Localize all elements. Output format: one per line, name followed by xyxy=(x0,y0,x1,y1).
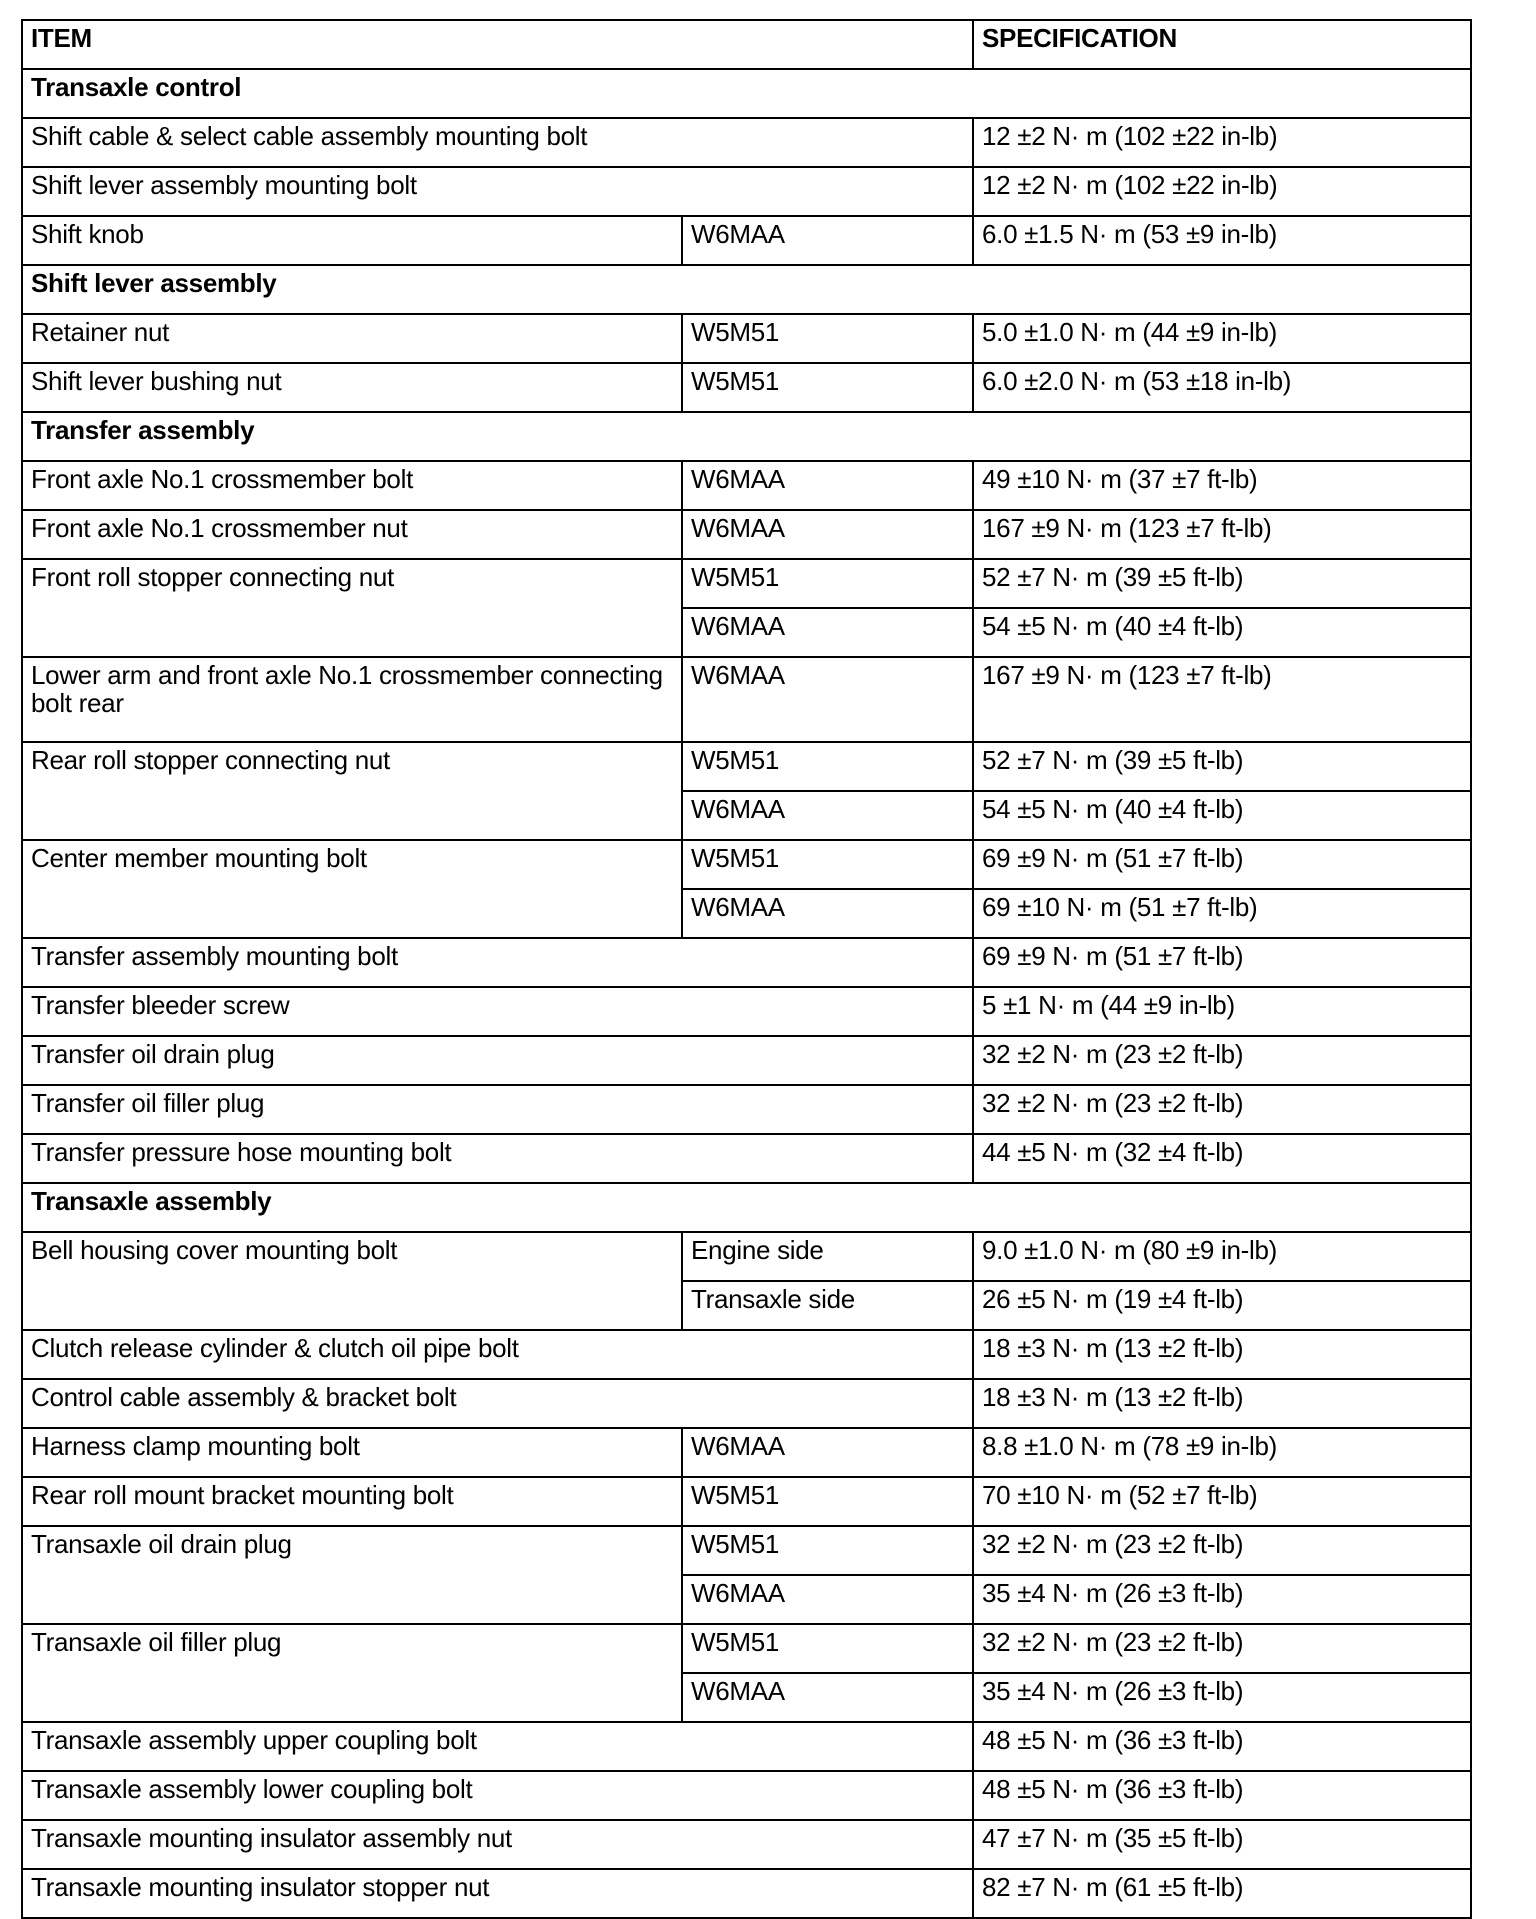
table-row xyxy=(22,938,1471,987)
specification: 52 ±7 N· m (39 ±5 ft-lb) xyxy=(973,742,1471,791)
item-name: Front axle No.1 crossmember nut xyxy=(22,510,682,559)
header-row xyxy=(22,20,1471,69)
model-variant: W5M51 xyxy=(682,840,973,889)
model-variant: W5M51 xyxy=(682,363,973,412)
item-name: Clutch release cylinder & clutch oil pipe bolt xyxy=(22,1330,973,1379)
section-row xyxy=(22,265,1471,314)
model-variant: W6MAA xyxy=(682,608,973,657)
specification: 18 ±3 N· m (13 ±2 ft-lb) xyxy=(973,1379,1471,1428)
specification: 5 ±1 N· m (44 ±9 in-lb) xyxy=(973,987,1471,1036)
specification: 48 ±5 N· m (36 ±3 ft-lb) xyxy=(973,1771,1471,1820)
torque-spec-table xyxy=(21,19,1472,1919)
table-row xyxy=(22,1820,1471,1869)
table-body xyxy=(22,69,1471,1918)
table-row xyxy=(22,1232,1471,1281)
table-row xyxy=(22,1722,1471,1771)
table-row xyxy=(22,1869,1471,1918)
item-name: Transaxle assembly lower coupling bolt xyxy=(22,1771,973,1820)
item-name: Shift cable & select cable assembly mounting bolt xyxy=(22,118,973,167)
specification: 54 ±5 N· m (40 ±4 ft-lb) xyxy=(973,791,1471,840)
specification: 48 ±5 N· m (36 ±3 ft-lb) xyxy=(973,1722,1471,1771)
specification: 69 ±10 N· m (51 ±7 ft-lb) xyxy=(973,889,1471,938)
specification: 6.0 ±1.5 N· m (53 ±9 in-lb) xyxy=(973,216,1471,265)
specification: 47 ±7 N· m (35 ±5 ft-lb) xyxy=(973,1820,1471,1869)
model-variant: W6MAA xyxy=(682,889,973,938)
specification: 32 ±2 N· m (23 ±2 ft-lb) xyxy=(973,1036,1471,1085)
model-variant: W6MAA xyxy=(682,791,973,840)
model-variant: W6MAA xyxy=(682,216,973,265)
table-row xyxy=(22,742,1471,791)
specification: 12 ±2 N· m (102 ±22 in-lb) xyxy=(973,167,1471,216)
table-row xyxy=(22,314,1471,363)
specification: 9.0 ±1.0 N· m (80 ±9 in-lb) xyxy=(973,1232,1471,1281)
specification: 5.0 ±1.0 N· m (44 ±9 in-lb) xyxy=(973,314,1471,363)
section-title: Transfer assembly xyxy=(22,412,1471,461)
model-variant: W5M51 xyxy=(682,1526,973,1575)
specification: 8.8 ±1.0 N· m (78 ±9 in-lb) xyxy=(973,1428,1471,1477)
specification: 167 ±9 N· m (123 ±7 ft-lb) xyxy=(973,657,1471,742)
specification: 35 ±4 N· m (26 ±3 ft-lb) xyxy=(973,1575,1471,1624)
specification: 12 ±2 N· m (102 ±22 in-lb) xyxy=(973,118,1471,167)
specification: 54 ±5 N· m (40 ±4 ft-lb) xyxy=(973,608,1471,657)
specification: 32 ±2 N· m (23 ±2 ft-lb) xyxy=(973,1085,1471,1134)
specification: 26 ±5 N· m (19 ±4 ft-lb) xyxy=(973,1281,1471,1330)
item-name: Transaxle assembly upper coupling bolt xyxy=(22,1722,973,1771)
model-variant: W6MAA xyxy=(682,1428,973,1477)
item-name: Retainer nut xyxy=(22,314,682,363)
model-variant: W5M51 xyxy=(682,742,973,791)
specification: 35 ±4 N· m (26 ±3 ft-lb) xyxy=(973,1673,1471,1722)
model-variant: W6MAA xyxy=(682,1673,973,1722)
table-row xyxy=(22,559,1471,608)
model-variant: W5M51 xyxy=(682,1477,973,1526)
specification: 52 ±7 N· m (39 ±5 ft-lb) xyxy=(973,559,1471,608)
specification: 70 ±10 N· m (52 ±7 ft-lb) xyxy=(973,1477,1471,1526)
item-name: Transfer pressure hose mounting bolt xyxy=(22,1134,973,1183)
section-row xyxy=(22,69,1471,118)
item-name: Lower arm and front axle No.1 crossmember connecting bolt rear xyxy=(22,657,682,742)
table-row xyxy=(22,1379,1471,1428)
table-row xyxy=(22,840,1471,889)
model-variant: W6MAA xyxy=(682,1575,973,1624)
item-name: Center member mounting bolt xyxy=(22,840,682,938)
item-name: Transfer assembly mounting bolt xyxy=(22,938,973,987)
table-row xyxy=(22,216,1471,265)
specification: 69 ±9 N· m (51 ±7 ft-lb) xyxy=(973,938,1471,987)
table-row xyxy=(22,118,1471,167)
table-row xyxy=(22,1771,1471,1820)
item-name: Front axle No.1 crossmember bolt xyxy=(22,461,682,510)
table-row xyxy=(22,1085,1471,1134)
table-row xyxy=(22,987,1471,1036)
table-row xyxy=(22,1477,1471,1526)
specification: 49 ±10 N· m (37 ±7 ft-lb) xyxy=(973,461,1471,510)
item-name: Rear roll mount bracket mounting bolt xyxy=(22,1477,682,1526)
model-variant: Engine side xyxy=(682,1232,973,1281)
specification: 167 ±9 N· m (123 ±7 ft-lb) xyxy=(973,510,1471,559)
item-name: Transfer bleeder screw xyxy=(22,987,973,1036)
item-name: Harness clamp mounting bolt xyxy=(22,1428,682,1477)
section-row xyxy=(22,412,1471,461)
model-variant: W5M51 xyxy=(682,314,973,363)
section-title: Transaxle control xyxy=(22,69,1471,118)
item-name: Front roll stopper connecting nut xyxy=(22,559,682,657)
table-row xyxy=(22,167,1471,216)
item-name: Transaxle oil filler plug xyxy=(22,1624,682,1722)
specification: 6.0 ±2.0 N· m (53 ±18 in-lb) xyxy=(973,363,1471,412)
table-row xyxy=(22,1624,1471,1673)
item-name: Transfer oil drain plug xyxy=(22,1036,973,1085)
specification: 44 ±5 N· m (32 ±4 ft-lb) xyxy=(973,1134,1471,1183)
item-name: Shift knob xyxy=(22,216,682,265)
specification: 69 ±9 N· m (51 ±7 ft-lb) xyxy=(973,840,1471,889)
table-row xyxy=(22,1036,1471,1085)
model-variant: W5M51 xyxy=(682,559,973,608)
item-name: Transaxle mounting insulator stopper nut xyxy=(22,1869,973,1918)
model-variant: W6MAA xyxy=(682,461,973,510)
header-specification: SPECIFICATION xyxy=(973,20,1471,69)
table-row xyxy=(22,657,1471,742)
model-variant: Transaxle side xyxy=(682,1281,973,1330)
model-variant: W6MAA xyxy=(682,657,973,742)
item-name: Shift lever assembly mounting bolt xyxy=(22,167,973,216)
table-row xyxy=(22,1330,1471,1379)
model-variant: W6MAA xyxy=(682,510,973,559)
item-name: Transaxle mounting insulator assembly nut xyxy=(22,1820,973,1869)
table-row xyxy=(22,461,1471,510)
item-name: Control cable assembly & bracket bolt xyxy=(22,1379,973,1428)
table-row xyxy=(22,1428,1471,1477)
item-name: Transfer oil filler plug xyxy=(22,1085,973,1134)
table-row xyxy=(22,1134,1471,1183)
specification: 32 ±2 N· m (23 ±2 ft-lb) xyxy=(973,1624,1471,1673)
specification: 18 ±3 N· m (13 ±2 ft-lb) xyxy=(973,1330,1471,1379)
section-row xyxy=(22,1183,1471,1232)
table-row xyxy=(22,1526,1471,1575)
item-name: Bell housing cover mounting bolt xyxy=(22,1232,682,1330)
item-name: Shift lever bushing nut xyxy=(22,363,682,412)
item-name: Rear roll stopper connecting nut xyxy=(22,742,682,840)
section-title: Transaxle assembly xyxy=(22,1183,1471,1232)
header-item: ITEM xyxy=(22,20,973,69)
specification: 32 ±2 N· m (23 ±2 ft-lb) xyxy=(973,1526,1471,1575)
model-variant: W5M51 xyxy=(682,1624,973,1673)
section-title: Shift lever assembly xyxy=(22,265,1471,314)
table-row xyxy=(22,510,1471,559)
specification: 82 ±7 N· m (61 ±5 ft-lb) xyxy=(973,1869,1471,1918)
item-name: Transaxle oil drain plug xyxy=(22,1526,682,1624)
table-row xyxy=(22,363,1471,412)
